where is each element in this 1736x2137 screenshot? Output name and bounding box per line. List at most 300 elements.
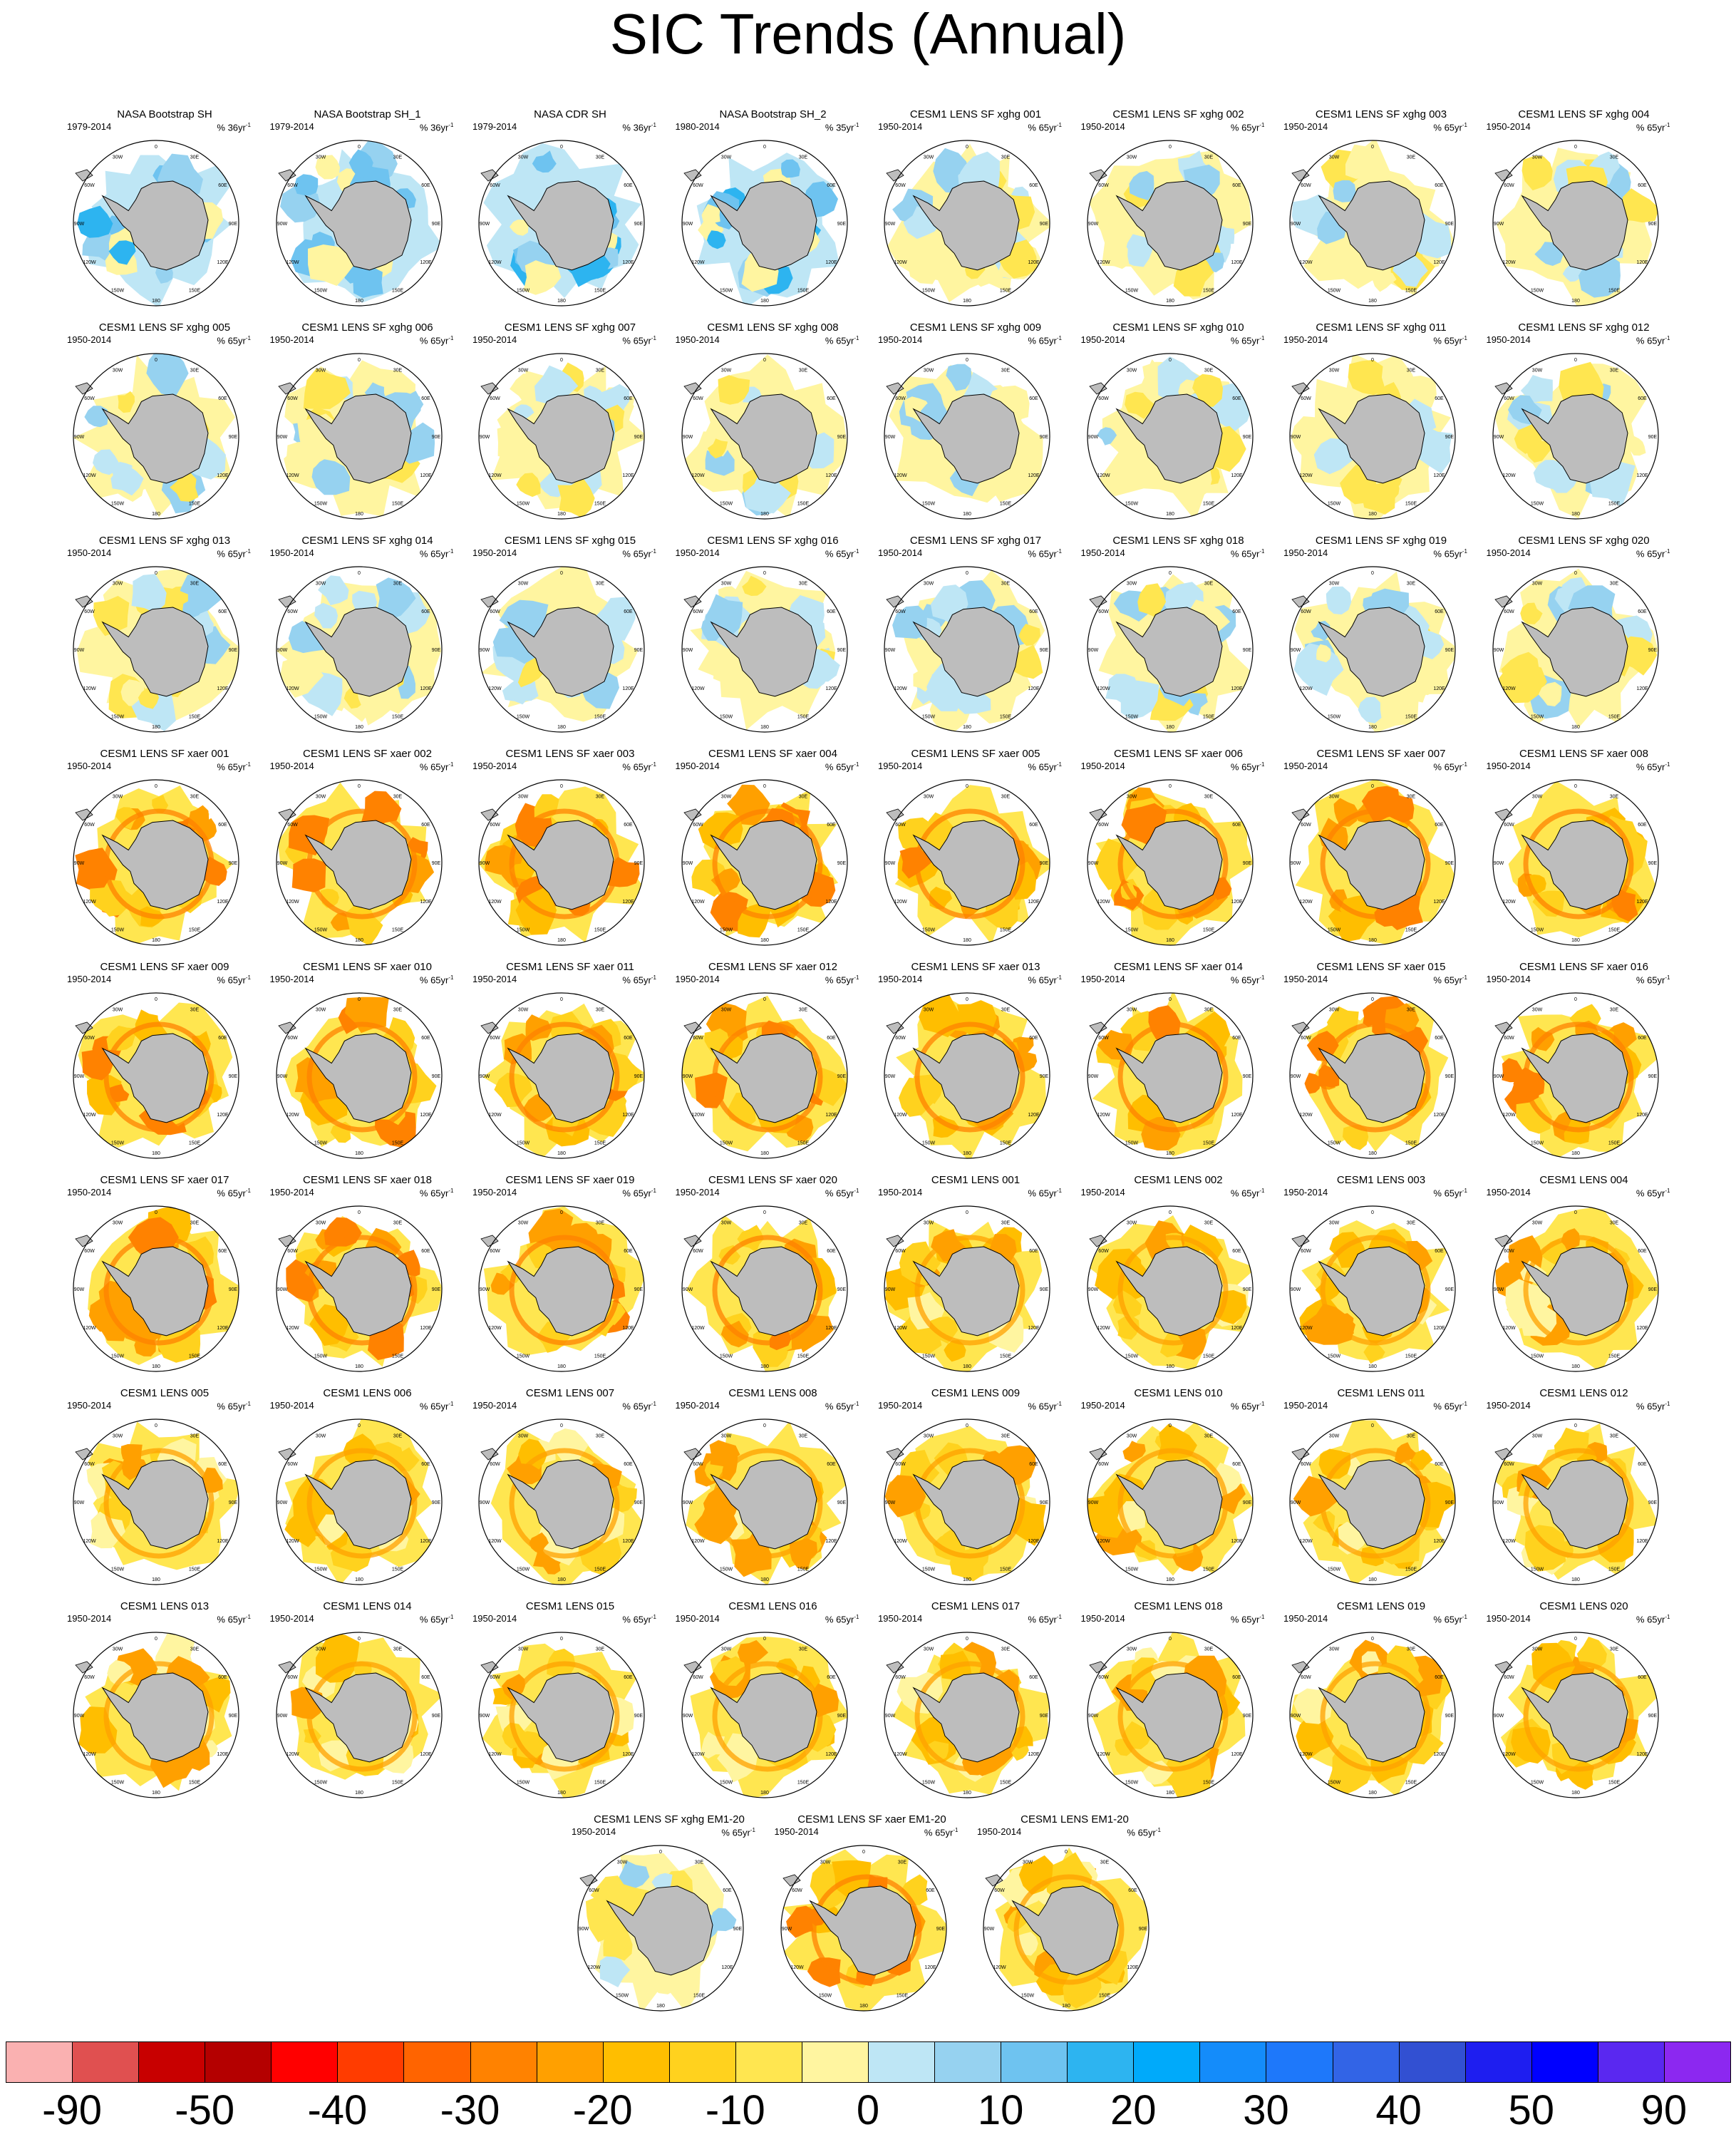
longitude-label: 150E — [1405, 1780, 1417, 1786]
longitude-label: 120W — [691, 260, 705, 265]
longitude-label: 180 — [354, 299, 363, 304]
longitude-label: 120W — [1096, 1113, 1110, 1118]
panel-units: % $65yr^{-1}$ — [825, 1614, 859, 1625]
longitude-label: 90E — [1648, 1500, 1657, 1505]
longitude-label: 120E — [1433, 1752, 1445, 1757]
longitude-label: 150E — [1608, 288, 1620, 294]
longitude-label: 120E — [825, 1752, 837, 1757]
longitude-label: 30W — [112, 368, 123, 374]
longitude-label: 60W — [1097, 1036, 1109, 1041]
longitude-label: 30E — [798, 368, 807, 374]
map-panel — [1077, 321, 1281, 535]
longitude-label: 120E — [1636, 473, 1648, 478]
longitude-label: 180 — [1368, 725, 1377, 730]
longitude-label: 150W — [110, 1780, 125, 1786]
longitude-label: 120E — [1636, 900, 1648, 905]
panel-units: % $65yr^{-1}$ — [622, 761, 656, 773]
longitude-label: 90E — [1445, 1074, 1455, 1079]
longitude-label: 0 — [1371, 997, 1374, 1002]
panel-title: CESM1 LENS SF xghg 012 — [1518, 321, 1650, 334]
panel-units: % $65yr^{-1}$ — [1636, 122, 1670, 133]
polar-map — [472, 1626, 651, 1804]
longitude-label: 30W — [1531, 581, 1542, 587]
longitude-label: 120W — [285, 1113, 299, 1118]
colorbar — [6, 2041, 1730, 2084]
longitude-label: 0 — [763, 358, 766, 363]
longitude-label: 60W — [895, 823, 906, 828]
panel-title: CESM1 LENS 015 — [525, 1600, 615, 1612]
longitude-label: 120W — [993, 1965, 1006, 1970]
map-panel — [671, 961, 875, 1175]
longitude-label: 90E — [837, 861, 846, 866]
colorbar-tick-label: -10 — [705, 2087, 765, 2133]
longitude-label: 90W — [884, 222, 896, 227]
longitude-label: 150W — [1530, 1140, 1544, 1146]
longitude-label: 120W — [285, 1326, 299, 1331]
polar-map — [270, 347, 448, 525]
longitude-label: 90W — [277, 435, 287, 440]
panel-units: % $65yr^{-1}$ — [217, 335, 251, 346]
longitude-label: 60W — [286, 609, 298, 614]
longitude-label: 90E — [431, 1074, 440, 1079]
longitude-label: 90W — [1290, 648, 1301, 653]
colorbar-swatch — [603, 2041, 670, 2083]
longitude-label: 120E — [825, 900, 837, 905]
longitude-label: 90E — [837, 222, 846, 227]
longitude-label: 60W — [1301, 1462, 1311, 1467]
polar-map — [270, 987, 448, 1165]
panel-units: % $65yr^{-1}$ — [1028, 1614, 1062, 1625]
longitude-label: 90W — [682, 861, 693, 866]
panel-years: 1950-2014 — [1080, 974, 1125, 984]
panel-years: 1950-2014 — [269, 974, 314, 984]
longitude-label: 30E — [1001, 794, 1011, 800]
longitude-label: 180 — [152, 512, 160, 517]
longitude-label: 30E — [798, 581, 807, 587]
longitude-label: 30W — [315, 368, 326, 374]
longitude-label: 30W — [1328, 368, 1340, 374]
longitude-label: 60E — [1231, 396, 1241, 401]
panel-title: CESM1 LENS SF xghg 014 — [301, 535, 433, 547]
longitude-label: 0 — [1168, 1210, 1172, 1215]
polar-map — [472, 773, 651, 952]
longitude-label: 90E — [1242, 1500, 1251, 1505]
longitude-label: 30W — [1531, 1007, 1542, 1013]
panel-title: CESM1 LENS 008 — [728, 1387, 817, 1399]
longitude-label: 60W — [490, 823, 500, 828]
longitude-label: 150W — [516, 714, 530, 720]
longitude-label: 30E — [595, 1433, 605, 1439]
polar-map — [472, 1413, 651, 1591]
longitude-label: 90E — [634, 1714, 644, 1719]
longitude-label: 0 — [155, 358, 157, 363]
longitude-label: 60W — [490, 396, 500, 401]
longitude-label: 90W — [73, 1714, 85, 1719]
longitude-label: 120E — [1433, 1326, 1445, 1331]
longitude-label: 120E — [1636, 1113, 1648, 1118]
colorbar-tick-label: 50 — [1508, 2087, 1555, 2133]
panel-units: % $65yr^{-1}$ — [924, 1827, 959, 1838]
longitude-label: 60E — [1231, 823, 1241, 828]
longitude-label: 150W — [110, 1354, 125, 1359]
longitude-label: 90W — [479, 1500, 490, 1505]
longitude-label: 60W — [1301, 183, 1311, 188]
longitude-label: 120W — [488, 1752, 502, 1757]
longitude-label: 90W — [479, 222, 490, 227]
polar-map — [1283, 560, 1462, 738]
panel-title: CESM1 LENS 010 — [1134, 1387, 1223, 1399]
longitude-label: 60W — [791, 1888, 802, 1893]
longitude-label: 90E — [1648, 648, 1657, 653]
longitude-label: 90E — [1242, 1074, 1251, 1079]
panel-years: 1950-2014 — [878, 1613, 923, 1624]
longitude-label: 90W — [73, 648, 85, 653]
longitude-label: 60E — [218, 823, 227, 828]
panel-title: CESM1 LENS SF xghg 003 — [1315, 108, 1447, 120]
longitude-label: 180 — [1368, 1151, 1377, 1156]
longitude-label: 120W — [285, 473, 299, 478]
longitude-label: 150W — [110, 501, 125, 507]
longitude-label: 150E — [1405, 1354, 1417, 1359]
longitude-label: 0 — [1168, 997, 1172, 1002]
panel-title: NASA Bootstrap SH_1 — [314, 108, 421, 120]
panel-title: CESM1 LENS SF xaer 013 — [911, 961, 1040, 973]
panel-units: % $65yr^{-1}$ — [1636, 335, 1670, 346]
longitude-label: 150E — [1608, 927, 1620, 933]
longitude-label: 0 — [1168, 358, 1172, 363]
longitude-label: 120E — [1433, 1539, 1445, 1544]
map-panel — [874, 1174, 1078, 1388]
panel-years: 1979-2014 — [472, 121, 517, 132]
longitude-label: 30E — [393, 155, 402, 160]
longitude-label: 60E — [723, 1888, 732, 1893]
longitude-label: 120W — [1299, 686, 1313, 691]
panel-title: CESM1 LENS SF xaer 003 — [505, 748, 635, 760]
panel-title: CESM1 LENS SF xghg 010 — [1112, 321, 1244, 334]
longitude-label: 180 — [1571, 512, 1580, 517]
longitude-label: 120W — [1502, 686, 1516, 691]
longitude-label: 0 — [357, 145, 361, 150]
panel-years: 1950-2014 — [1283, 334, 1328, 345]
map-panel — [1482, 961, 1686, 1175]
colorbar-swatch — [735, 2041, 802, 2083]
panel-title: CESM1 LENS SF xaer 017 — [100, 1174, 229, 1186]
colorbar-swatch — [470, 2041, 537, 2083]
longitude-label: 120E — [1230, 686, 1243, 691]
panel-title: CESM1 LENS SF xghg EM1-20 — [594, 1813, 745, 1826]
longitude-label: 60E — [624, 1675, 633, 1680]
longitude-label: 30E — [1001, 1220, 1011, 1226]
colorbar-swatch — [934, 2041, 1001, 2083]
panel-units: % $65yr^{-1}$ — [217, 1401, 251, 1412]
longitude-label: 60E — [1637, 823, 1647, 828]
longitude-label: 30E — [595, 1647, 605, 1652]
longitude-label: 150W — [719, 1354, 733, 1359]
longitude-label: 180 — [760, 1577, 769, 1582]
longitude-label: 30E — [190, 794, 200, 800]
panel-units: % $65yr^{-1}$ — [217, 1188, 251, 1199]
longitude-label: 60E — [826, 609, 836, 614]
panel-title: CESM1 LENS SF xaer 008 — [1519, 748, 1648, 760]
longitude-label: 120E — [419, 900, 432, 905]
longitude-label: 30E — [1204, 581, 1213, 587]
longitude-label: 0 — [763, 784, 766, 789]
polar-map — [472, 560, 651, 738]
panel-units: % $65yr^{-1}$ — [825, 335, 859, 346]
longitude-label: 60E — [826, 1675, 836, 1680]
longitude-label: 60W — [84, 609, 95, 614]
longitude-label: 60W — [286, 396, 298, 401]
panel-units: % $65yr^{-1}$ — [622, 1614, 656, 1625]
panel-years: 1950-2014 — [1283, 974, 1328, 984]
longitude-label: 30E — [393, 1220, 402, 1226]
panel-title: CESM1 LENS SF xghg 007 — [504, 321, 636, 334]
longitude-label: 60W — [84, 823, 95, 828]
panel-years: 1950-2014 — [1283, 547, 1328, 558]
polar-map — [1081, 1413, 1259, 1591]
longitude-label: 150E — [1405, 714, 1417, 720]
longitude-label: 150E — [1608, 714, 1620, 720]
panel-title: CESM1 LENS SF xaer 007 — [1316, 748, 1446, 760]
longitude-label: 0 — [1065, 1850, 1068, 1855]
longitude-label: 90E — [634, 1500, 644, 1505]
longitude-label: 120E — [217, 473, 229, 478]
longitude-label: 60W — [490, 1675, 500, 1680]
longitude-label: 30W — [1328, 1220, 1340, 1226]
longitude-label: 90W — [479, 1074, 490, 1079]
longitude-label: 90E — [1648, 1074, 1657, 1079]
longitude-label: 30E — [1406, 1220, 1416, 1226]
longitude-label: 60W — [490, 1249, 500, 1254]
longitude-label: 30E — [1204, 368, 1213, 374]
longitude-label: 0 — [1371, 571, 1374, 576]
longitude-label: 90W — [682, 1287, 693, 1292]
longitude-label: 150E — [1405, 501, 1417, 507]
polar-map — [1487, 1413, 1665, 1591]
longitude-label: 120E — [217, 686, 229, 691]
longitude-label: 120W — [1096, 1326, 1110, 1331]
longitude-label: 60E — [1637, 183, 1647, 188]
panel-title: CESM1 LENS SF xaer 010 — [303, 961, 432, 973]
longitude-label: 30W — [923, 1647, 934, 1652]
longitude-label: 90E — [1039, 435, 1049, 440]
panel-years: 1950-2014 — [1486, 547, 1531, 558]
longitude-label: 120E — [217, 1539, 229, 1544]
longitude-label: 90E — [634, 222, 644, 227]
polar-map — [572, 1839, 750, 2017]
panel-years: 1950-2014 — [67, 761, 112, 771]
panel-units: % $65yr^{-1}$ — [1636, 761, 1670, 773]
longitude-label: 150E — [391, 1780, 403, 1786]
longitude-label: 120W — [285, 260, 299, 265]
panel-units: % $65yr^{-1}$ — [825, 1401, 859, 1412]
panel-title: CESM1 LENS SF xaer 005 — [911, 748, 1040, 760]
longitude-label: 30E — [1100, 1860, 1110, 1865]
polar-map — [1283, 1200, 1462, 1378]
longitude-label: 150E — [594, 714, 606, 720]
longitude-label: 180 — [354, 1791, 363, 1796]
map-panel — [1279, 748, 1483, 962]
longitude-label: 0 — [560, 1210, 563, 1215]
longitude-label: 120E — [825, 1539, 837, 1544]
longitude-label: 30E — [1609, 794, 1618, 800]
longitude-label: 180 — [1368, 1577, 1377, 1582]
map-panel — [468, 1174, 672, 1388]
longitude-label: 120W — [1299, 260, 1313, 265]
polar-map — [1487, 560, 1665, 738]
longitude-label: 30E — [1609, 1647, 1618, 1652]
panel-years: 1950-2014 — [878, 974, 923, 984]
map-panel — [1077, 961, 1281, 1175]
longitude-label: 120E — [622, 1752, 634, 1757]
longitude-label: 30W — [315, 581, 326, 587]
panel-title: CESM1 LENS 004 — [1539, 1174, 1628, 1186]
panel-years: 1950-2014 — [269, 547, 314, 558]
polar-map — [977, 1839, 1155, 2017]
polar-map — [1283, 1413, 1462, 1591]
longitude-label: 90E — [431, 861, 440, 866]
map-panel — [63, 961, 267, 1175]
longitude-label: 150W — [110, 288, 125, 294]
polar-map — [676, 1626, 854, 1804]
longitude-label: 90W — [682, 1500, 693, 1505]
longitude-label: 120W — [1096, 260, 1110, 265]
panel-years: 1979-2014 — [67, 121, 112, 132]
longitude-label: 0 — [155, 1210, 157, 1215]
panel-title: CESM1 LENS SF xghg 015 — [504, 535, 636, 547]
longitude-label: 120W — [83, 1539, 96, 1544]
longitude-label: 90E — [431, 1714, 440, 1719]
longitude-label: 30E — [1406, 794, 1416, 800]
longitude-label: 0 — [763, 997, 766, 1002]
panel-units: % $65yr^{-1}$ — [1636, 1401, 1670, 1412]
longitude-label: 150W — [1530, 288, 1544, 294]
longitude-label: 30W — [315, 1220, 326, 1226]
longitude-label: 30E — [190, 368, 200, 374]
panel-years: 1950-2014 — [269, 1613, 314, 1624]
longitude-label: 30W — [315, 794, 326, 800]
map-panel — [1279, 108, 1483, 322]
panel-title: CESM1 LENS SF xghg 020 — [1518, 535, 1650, 547]
longitude-label: 180 — [1165, 1364, 1174, 1369]
longitude-label: 90W — [1290, 861, 1301, 866]
polar-map — [878, 1200, 1056, 1378]
map-panel — [671, 748, 875, 962]
polar-map — [67, 1413, 245, 1591]
longitude-label: 0 — [1371, 1423, 1374, 1428]
longitude-label: 0 — [1574, 145, 1577, 150]
longitude-label: 60W — [895, 183, 906, 188]
longitude-label: 0 — [966, 358, 968, 363]
polar-map — [878, 1626, 1056, 1804]
longitude-label: 60W — [84, 1036, 95, 1041]
longitude-label: 30W — [1328, 1433, 1340, 1439]
longitude-label: 180 — [557, 1791, 566, 1796]
colorbar-swatch — [337, 2041, 404, 2083]
panel-years: 1950-2014 — [67, 1187, 112, 1198]
map-panel — [468, 1387, 672, 1601]
longitude-label: 60W — [1503, 396, 1514, 401]
longitude-label: 30E — [595, 794, 605, 800]
longitude-label: 30E — [1001, 1647, 1011, 1652]
longitude-label: 30E — [1406, 581, 1416, 587]
longitude-label: 120E — [825, 686, 837, 691]
longitude-label: 150E — [391, 288, 403, 294]
longitude-label: 90W — [1493, 1714, 1504, 1719]
polar-map — [270, 1413, 448, 1591]
longitude-label: 120E — [622, 1539, 634, 1544]
longitude-label: 30W — [720, 368, 731, 374]
longitude-label: 30E — [1204, 1433, 1213, 1439]
panel-title: CESM1 LENS SF xaer 018 — [303, 1174, 432, 1186]
longitude-label: 150W — [1125, 1780, 1138, 1786]
longitude-label: 120E — [1028, 473, 1040, 478]
longitude-label: 120E — [1636, 686, 1648, 691]
colorbar-swatch — [1465, 2041, 1532, 2083]
colorbar-swatch — [669, 2041, 736, 2083]
longitude-label: 90E — [1039, 1500, 1049, 1505]
longitude-label: 180 — [760, 299, 769, 304]
longitude-label: 60W — [692, 183, 703, 188]
polar-map — [472, 134, 651, 312]
colorbar-tick-label: 10 — [977, 2087, 1024, 2133]
longitude-label: 120E — [1230, 260, 1243, 265]
panel-title: CESM1 LENS 017 — [931, 1600, 1021, 1612]
panel-years: 1950-2014 — [472, 761, 517, 771]
longitude-label: 0 — [1574, 1423, 1577, 1428]
panel-title: CESM1 LENS SF xghg 018 — [1112, 535, 1244, 547]
longitude-label: 90W — [1087, 1500, 1098, 1505]
longitude-label: 60E — [1637, 1036, 1647, 1041]
longitude-label: 90E — [1445, 861, 1455, 866]
longitude-label: 120E — [622, 1113, 634, 1118]
longitude-label: 120W — [285, 1752, 299, 1757]
longitude-label: 150E — [999, 1567, 1012, 1572]
map-panel — [468, 535, 672, 748]
panel-units: % $65yr^{-1}$ — [217, 548, 251, 560]
longitude-label: 60W — [1097, 1462, 1109, 1467]
panel-years: 1950-2014 — [1283, 1187, 1328, 1198]
longitude-label: 60E — [420, 1462, 430, 1467]
panel-units: % $65yr^{-1}$ — [1433, 335, 1467, 346]
panel-units: % $65yr^{-1}$ — [1230, 335, 1265, 346]
longitude-label: 150E — [391, 714, 403, 720]
panel-units: % $65yr^{-1}$ — [1028, 122, 1062, 133]
longitude-label: 30E — [1609, 155, 1618, 160]
panel-title: CESM1 LENS SF xghg 011 — [1316, 321, 1447, 334]
longitude-label: 180 — [963, 512, 971, 517]
longitude-label: 0 — [357, 358, 361, 363]
panel-units: % $65yr^{-1}$ — [419, 1401, 454, 1412]
longitude-label: 60W — [1503, 1675, 1514, 1680]
longitude-label: 90W — [73, 861, 85, 866]
panel-units: % $65yr^{-1}$ — [1230, 974, 1265, 986]
longitude-label: 30E — [798, 794, 807, 800]
map-panel — [1077, 1174, 1281, 1388]
longitude-label: 60E — [1637, 1675, 1647, 1680]
longitude-label: 90W — [1290, 435, 1301, 440]
longitude-label: 150E — [999, 288, 1012, 294]
longitude-label: 120W — [1299, 473, 1313, 478]
longitude-label: 120W — [894, 1326, 907, 1331]
longitude-label: 120W — [1502, 1326, 1516, 1331]
map-panel — [1482, 748, 1686, 962]
longitude-label: 120W — [894, 1113, 907, 1118]
longitude-label: 120W — [1502, 260, 1516, 265]
panel-units: % $35yr^{-1}$ — [825, 122, 859, 133]
longitude-label: 30E — [595, 1220, 605, 1226]
polar-map — [270, 134, 448, 312]
